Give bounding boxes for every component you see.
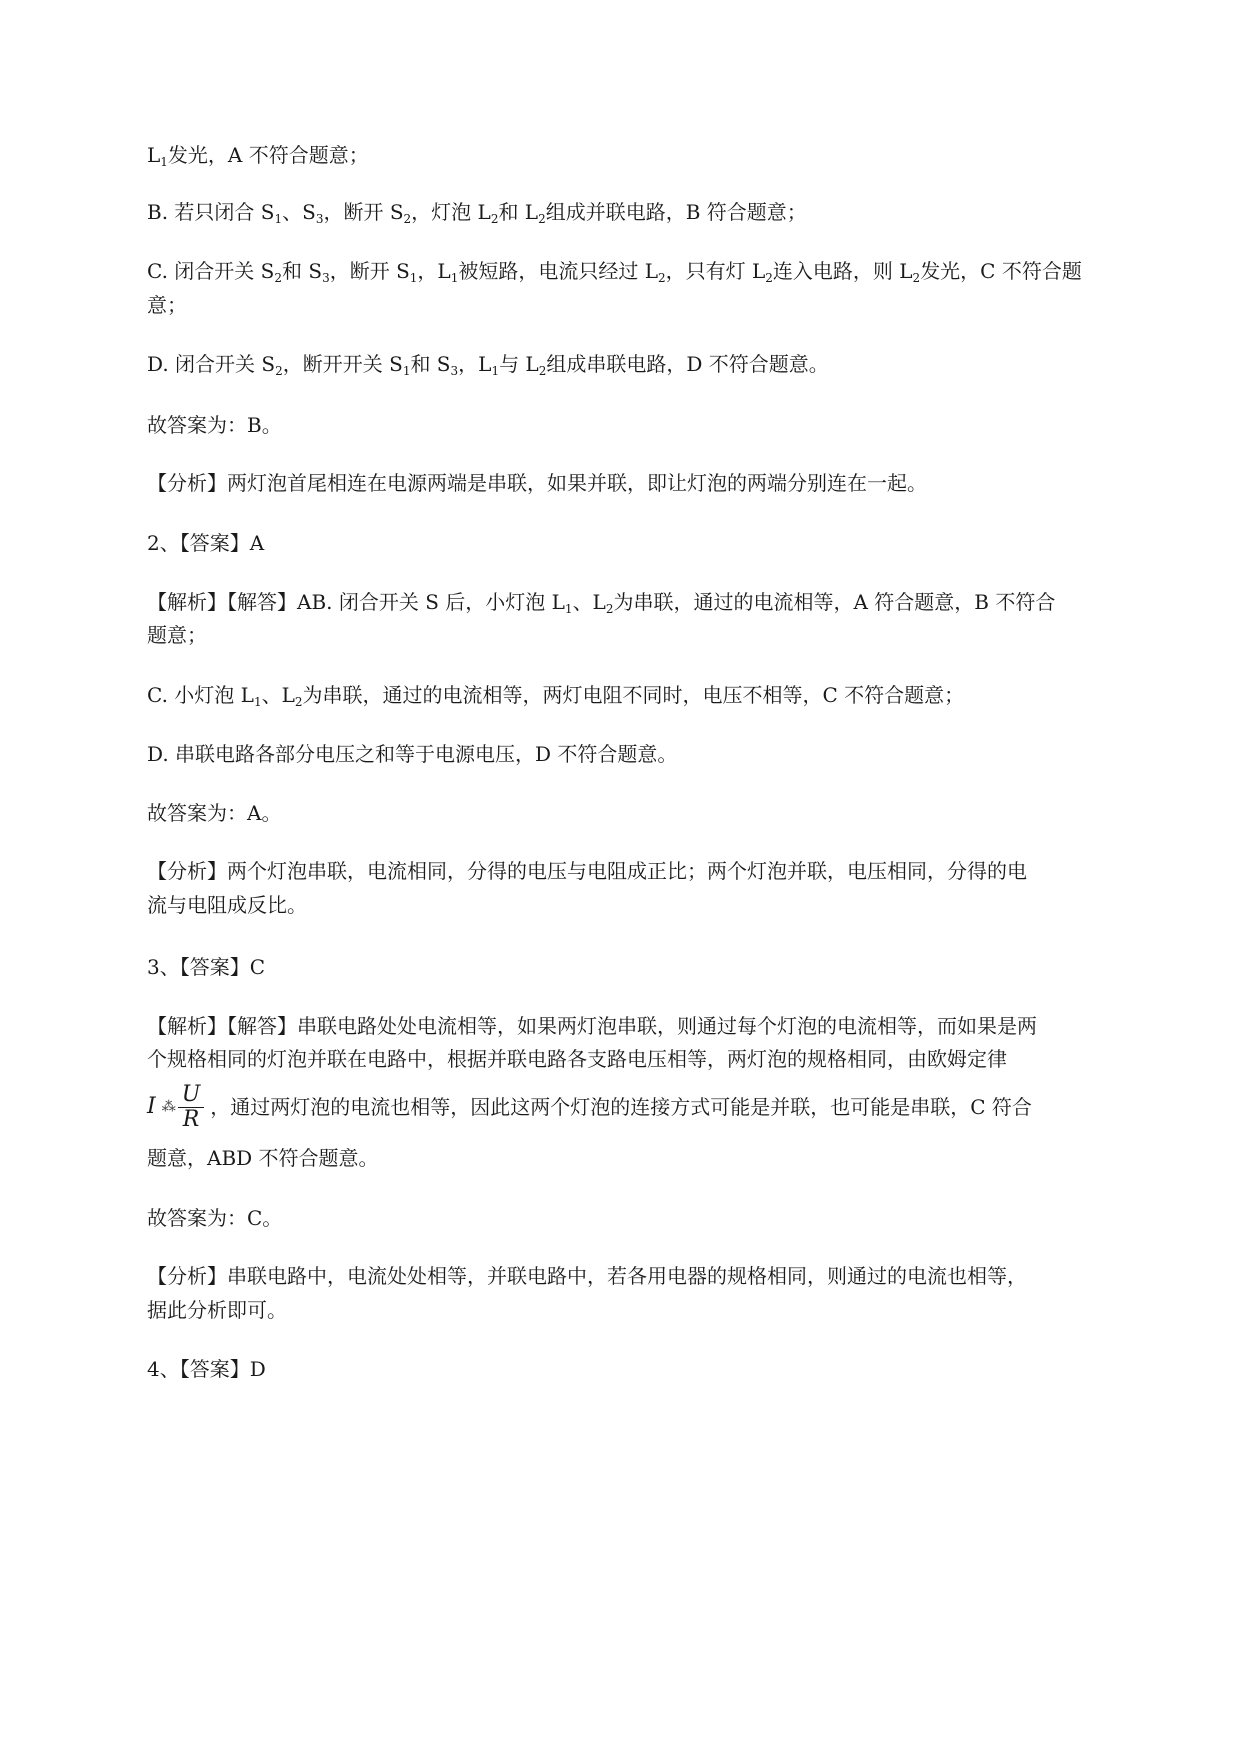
q1-option-c: C. 闭合开关 $S_2$和 $S_3$，断开 $S_1$，$L_1$被短路，电流只经过 $L_2$，只有灯 $L_2$连入电路，则 $L_2$发光，C 不符合题 — [147, 259, 1082, 285]
q1-option-d: D. 闭合开关 $S_2$，断开开关 $S_1$和 $S_3$，$L_1$与 $L_2$组成串联电路，D 不符合题意。 — [147, 352, 829, 378]
q3-explanation-3: I ⁂ $\frac{U}{R}$ ，通过两灯泡的电流也相等，因此这两个灯泡的连接方式可能是并联，也可能是串联，C 符合 — [147, 1081, 1032, 1132]
q2-answer: 故答案为：A。 — [147, 801, 282, 825]
q3-header: 3、【答案】C — [147, 955, 266, 979]
q3-explanation-2: 个规格相同的灯泡并联在电路中，根据并联电路各支路电压相等，两灯泡的规格相同，由欧姆定律 — [147, 1047, 1007, 1071]
q2-header: 2、【答案】A — [147, 531, 265, 555]
q4-header: 4、【答案】D — [147, 1357, 266, 1381]
q2-option-d: D. 串联电路各部分电压之和等于电源电压，D 不符合题意。 — [147, 742, 678, 766]
q1-option-c-wrap: 意； — [147, 293, 187, 317]
q3-explanation-4: 题意，ABD 不符合题意。 — [147, 1146, 379, 1170]
q2-explanation-wrap: 题意； — [147, 623, 207, 647]
q2-explanation: 【解析】【解答】AB. 闭合开关 S 后，小灯泡 $L_1$、$L_2$为串联，通过的电流相等，A 符合题意，B 不符合 — [147, 590, 1056, 616]
q1-option-a-end: $L_1$发光，A 不符合题意； — [147, 143, 369, 169]
q2-analysis-wrap: 流与电阻成反比。 — [147, 893, 307, 917]
q3-explanation-1: 【解析】【解答】串联电路处处电流相等，如果两灯泡串联，则通过每个灯泡的电流相等，而如果是两 — [147, 1014, 1037, 1038]
q1-analysis: 【分析】两灯泡首尾相连在电源两端是串联，如果并联，即让灯泡的两端分别连在一起。 — [147, 471, 927, 495]
ohms-law-formula: I ⁂ $\frac{U}{R}$ — [147, 1082, 204, 1132]
q3-analysis-wrap: 据此分析即可。 — [147, 1298, 287, 1322]
q1-answer: 故答案为：B。 — [147, 413, 282, 437]
q2-analysis: 【分析】两个灯泡串联，电流相同，分得的电压与电阻成正比；两个灯泡并联，电压相同，分得的电 — [147, 859, 1027, 883]
q3-answer: 故答案为：C。 — [147, 1206, 283, 1230]
q3-analysis: 【分析】串联电路中，电流处处相等，并联电路中，若各用电器的规格相同，则通过的电流也相等， — [147, 1264, 1027, 1288]
q1-option-b: B. 若只闭合 $S_1$、$S_3$，断开 $S_2$，灯泡 $L_2$和 $L_2$组成并联电路，B 符合题意； — [147, 200, 807, 226]
q2-option-c: C. 小灯泡 $L_1$、$L_2$为串联，通过的电流相等，两灯电阻不同时，电压不相等，C 不符合题意； — [147, 683, 965, 709]
